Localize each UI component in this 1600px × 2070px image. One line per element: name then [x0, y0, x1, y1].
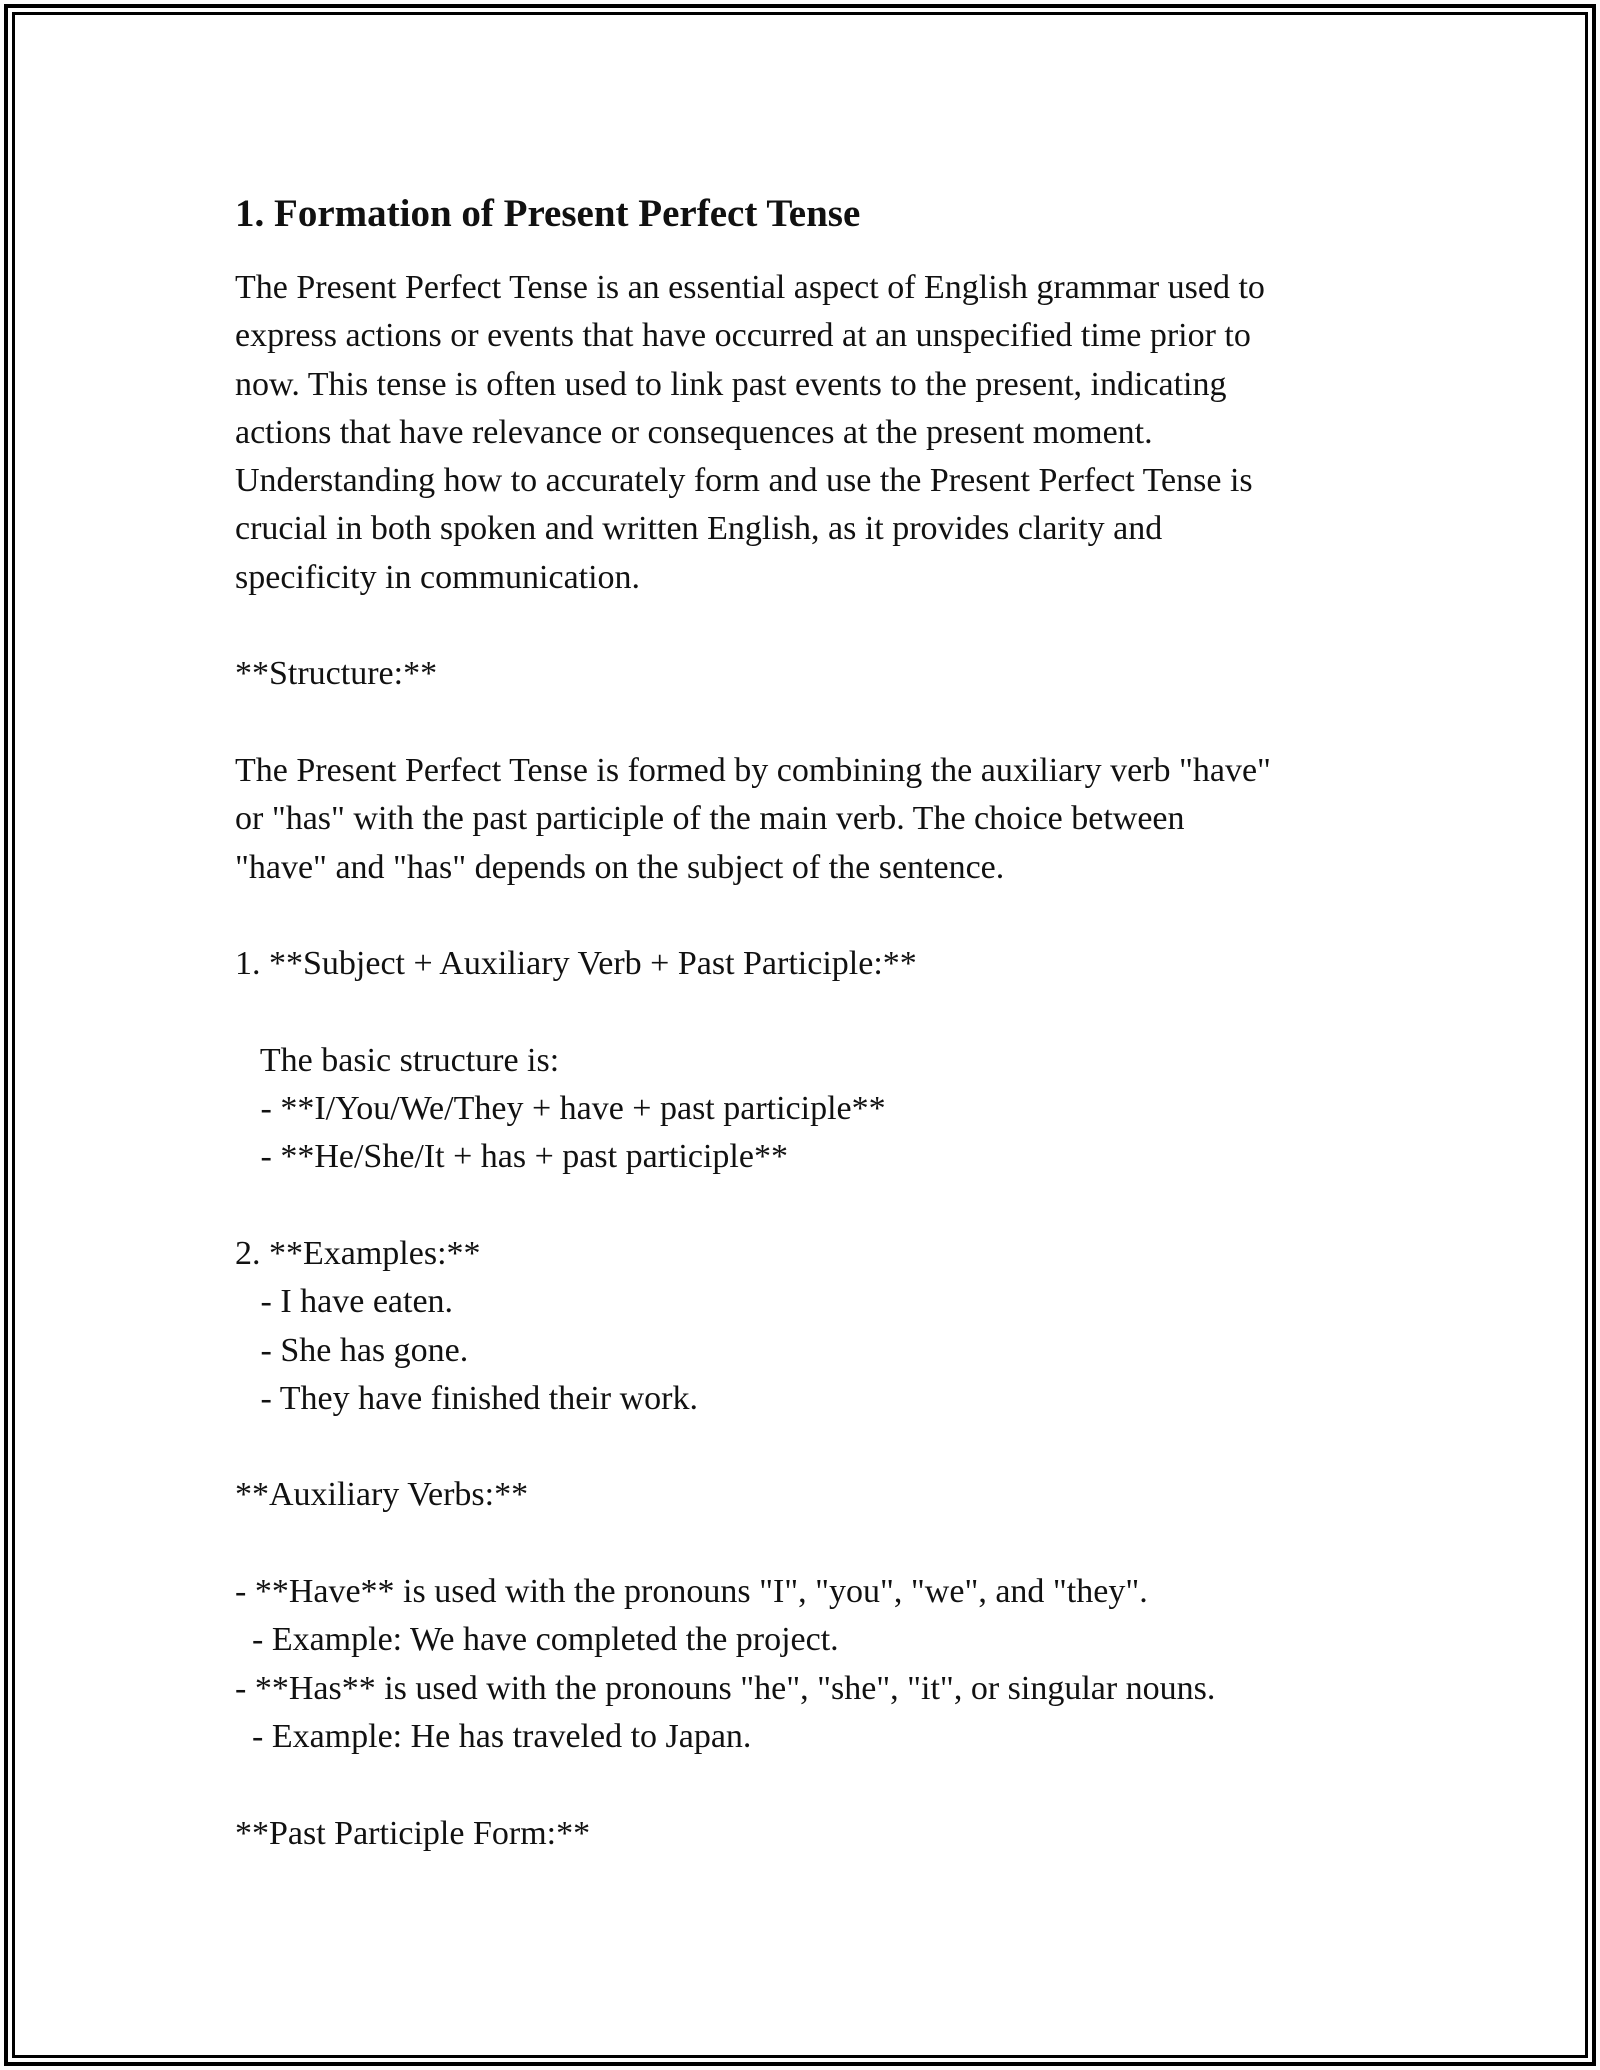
body-line: "have" and "has" depends on the subject of the sentence.	[235, 848, 1005, 886]
blank-line	[235, 602, 1385, 650]
list-item: - **Have** is used with the pronouns "I", "you", "we", and "they".	[235, 1573, 1148, 1611]
body-line: crucial in both spoken and written English, as it provides clarity and	[235, 510, 1163, 548]
body-line: now. This tense is often used to link past events to the present, indicating	[235, 365, 1227, 403]
blank-line	[235, 892, 1385, 940]
structure-label: **Structure:**	[235, 655, 438, 693]
list-item: - **I/You/We/They + have + past participle**	[235, 1090, 886, 1128]
list-item: - Example: We have completed the project.	[235, 1621, 839, 1659]
body-line: express actions or events that have occurred at an unspecified time prior to	[235, 317, 1251, 355]
past-participle-label: **Past Participle Form:**	[235, 1814, 591, 1852]
blank-line	[235, 988, 1385, 1036]
blank-line	[235, 1182, 1385, 1230]
list-item: - She has gone.	[235, 1331, 469, 1369]
body-line: The Present Perfect Tense is an essential aspect of English grammar used to	[235, 269, 1265, 306]
blank-line	[235, 1761, 1385, 1809]
blank-line	[235, 1423, 1385, 1471]
section-heading: 1. Formation of Present Perfect Tense	[235, 192, 861, 235]
list-item: - I have eaten.	[235, 1283, 454, 1321]
numbered-item: 2. **Examples:**	[235, 1234, 481, 1272]
numbered-item: 1. **Subject + Auxiliary Verb + Past Participle:**	[235, 945, 917, 983]
body-line: specificity in communication.	[235, 558, 641, 596]
document-content	[235, 190, 1385, 1858]
body-line: Understanding how to accurately form and use the Present Perfect Tense is	[235, 462, 1253, 500]
list-item: - Example: He has traveled to Japan.	[235, 1717, 752, 1755]
body-line: The Present Perfect Tense is formed by combining the auxiliary verb "have"	[235, 751, 1271, 789]
body-line: The basic structure is:	[235, 1041, 560, 1079]
blank-line	[235, 1520, 1385, 1568]
list-item: - **He/She/It + has + past participle**	[235, 1138, 788, 1176]
list-item: - They have finished their work.	[235, 1379, 698, 1417]
auxiliary-verbs-label: **Auxiliary Verbs:**	[235, 1476, 529, 1514]
body-line: or "has" with the past participle of the main verb. The choice between	[235, 800, 1185, 838]
body-line: actions that have relevance or consequences at the present moment.	[235, 413, 1153, 451]
document-body	[235, 264, 1385, 1858]
list-item: - **Has** is used with the pronouns "he", "she", "it", or singular nouns.	[235, 1669, 1216, 1707]
blank-line	[235, 699, 1385, 747]
